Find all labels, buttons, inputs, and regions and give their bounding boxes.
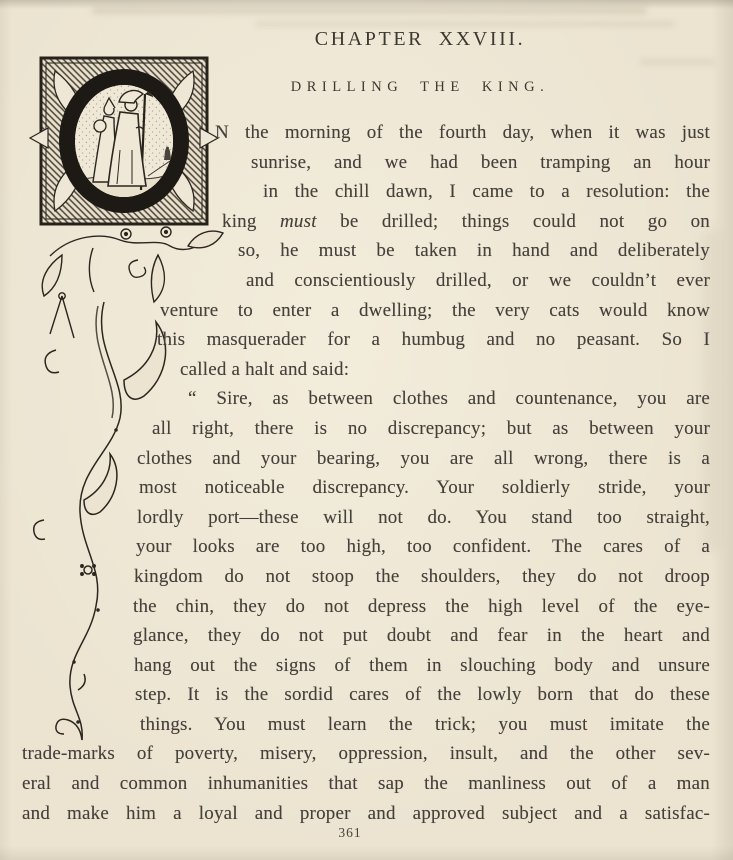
text-line: this masquerader for a humbug and no peasant. So I	[157, 329, 710, 351]
text-line: in the chill dawn, I came to a resolution: the	[263, 181, 710, 203]
chapter-subtitle: DRILLING THE KING.	[290, 79, 550, 95]
text-line	[22, 207, 710, 237]
show-through-smudge	[92, 7, 647, 14]
show-through-smudge	[255, 21, 675, 27]
text-line: so, he must be taken in hand and deliberately	[238, 240, 710, 262]
text-segment: king	[222, 210, 280, 232]
text-line: the chin, they do not depress the high level of the eye-	[133, 595, 710, 617]
text-line: kingdom do not stoop the shoulders, they do not droop	[134, 565, 710, 587]
text-line: “ Sire, as between clothes and countenance, you are	[188, 388, 710, 410]
text-line: lordly port—these will not do. You stand too straight,	[137, 506, 710, 528]
chapter-title: CHAPTER XXVIII.	[314, 28, 526, 50]
body-text	[22, 118, 710, 828]
text-line: glance, they do not put doubt and fear in the heart and	[133, 625, 710, 647]
text-line: step. It is the sordid cares of the lowly born that do these	[135, 684, 710, 706]
text-line: sunrise, and we had been tramping an hour	[251, 151, 710, 173]
text-line: N the morning of the fourth day, when it was just	[215, 122, 710, 143]
text-line: clothes and your bearing, you are all wrong, there is a	[137, 447, 710, 469]
text-line: trade-marks of poverty, misery, oppression, insult, and the other sev-	[22, 743, 710, 765]
text-line: and conscientiously drilled, or we couldn’t ever	[246, 269, 710, 291]
text-line: called a halt and said:	[180, 358, 350, 380]
text-line: venture to enter a dwelling; the very cats would know	[160, 299, 710, 321]
text-line: your looks are too high, too confident. The cares of a	[136, 536, 710, 558]
text-line: eral and common inhumanities that sap the manliness out of a man	[22, 773, 710, 795]
show-through-smudge	[640, 58, 715, 66]
text-segment: be drilled; things could not go on	[316, 210, 710, 232]
text-line: and make him a loyal and proper and approved subject and a satisfac-	[22, 802, 710, 824]
page-number: 361	[338, 825, 362, 840]
italic-word: must	[280, 210, 317, 232]
text-line: all right, there is no discrepancy; but as between your	[152, 417, 710, 439]
text-line: most noticeable discrepancy. Your soldierly stride, your	[139, 477, 710, 499]
text-line: things. You must learn the trick; you must imitate the	[140, 713, 710, 735]
text-line: hang out the signs of them in slouching body and unsure	[134, 654, 710, 676]
